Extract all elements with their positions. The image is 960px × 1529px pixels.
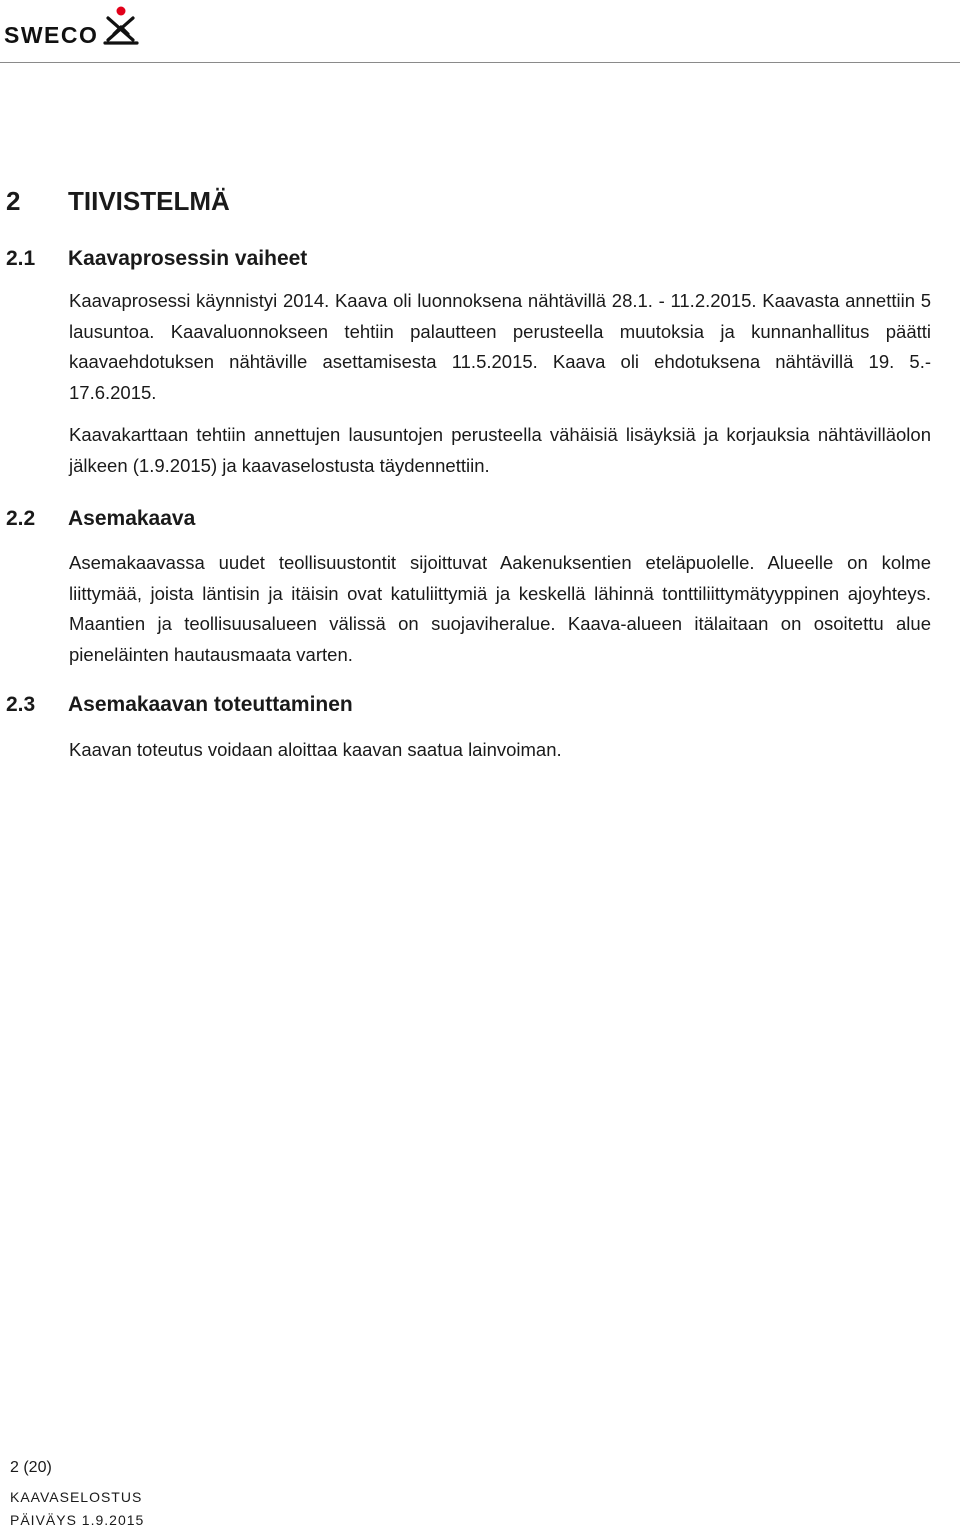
section-heading: [6, 184, 230, 218]
subsection-heading-2-2: [6, 505, 195, 533]
subsection-title: Kaavaprosessin vaiheet: [68, 247, 308, 270]
paragraph: Asemakaavassa uudet teollisuustontit sijoittuvat Aakenuksentien eteläpuolelle. Alueelle on kolme liittymää, joista läntisin ja itäisin ovat katuliittymiä ja keskellä lähinnä tonttiliittymätyyppinen ajoyhteys. Maantien ja teollisuusalueen välissä on suojaviheralue. Kaava-alueen itälaitaan on osoitettu alue pieneläinten hautausmaata varten.: [69, 552, 931, 665]
paragraph: Kaavaprosessi käynnistyi 2014. Kaava oli luonnoksena nähtävillä 28.1. - 11.2.2015. Kaavasta annettiin 5 lausuntoa. Kaavaluonnokseen tehtiin palautteen perusteella muutoksia ja kunnanhallitus päätti kaavaehdotuksen nähtäville asettamisesta 11.5.2015. Kaava oli ehdotuksena nähtävillä 19. 5.- 17.6.2015.: [69, 290, 931, 403]
paragraph: Kaavan toteutus voidaan aloittaa kaavan saatua lainvoiman.: [69, 739, 562, 760]
sweco-logo-icon: [102, 4, 140, 46]
document-type: KAAVASELOSTUS: [10, 1489, 143, 1505]
paragraph: Kaavakarttaan tehtiin annettujen lausuntojen perusteella vähäisiä lisäyksiä ja korjauksia nähtävilläolon jälkeen (1.9.2015) ja kaavaselostusta täydennettiin.: [69, 424, 931, 476]
subsection-title: Asemakaavan toteuttaminen: [68, 693, 353, 716]
page-number: 2 (20): [10, 1459, 52, 1476]
header-divider: [0, 62, 960, 63]
subsection-number: 2.2: [6, 507, 36, 530]
subsection-number: 2.3: [6, 693, 36, 716]
subsection-title: Asemakaava: [68, 507, 196, 530]
subsection-number: 2.1: [6, 247, 36, 270]
sweco-logo: [4, 4, 140, 47]
logo-text: SWECO: [4, 22, 99, 48]
subsection-heading-2-3: [6, 691, 353, 719]
section-number: 2: [6, 186, 21, 216]
subsection-heading-2-1: [6, 245, 307, 273]
section-title: TIIVISTELMÄ: [68, 186, 230, 216]
document-date: PÄIVÄYS 1.9.2015: [10, 1512, 145, 1528]
